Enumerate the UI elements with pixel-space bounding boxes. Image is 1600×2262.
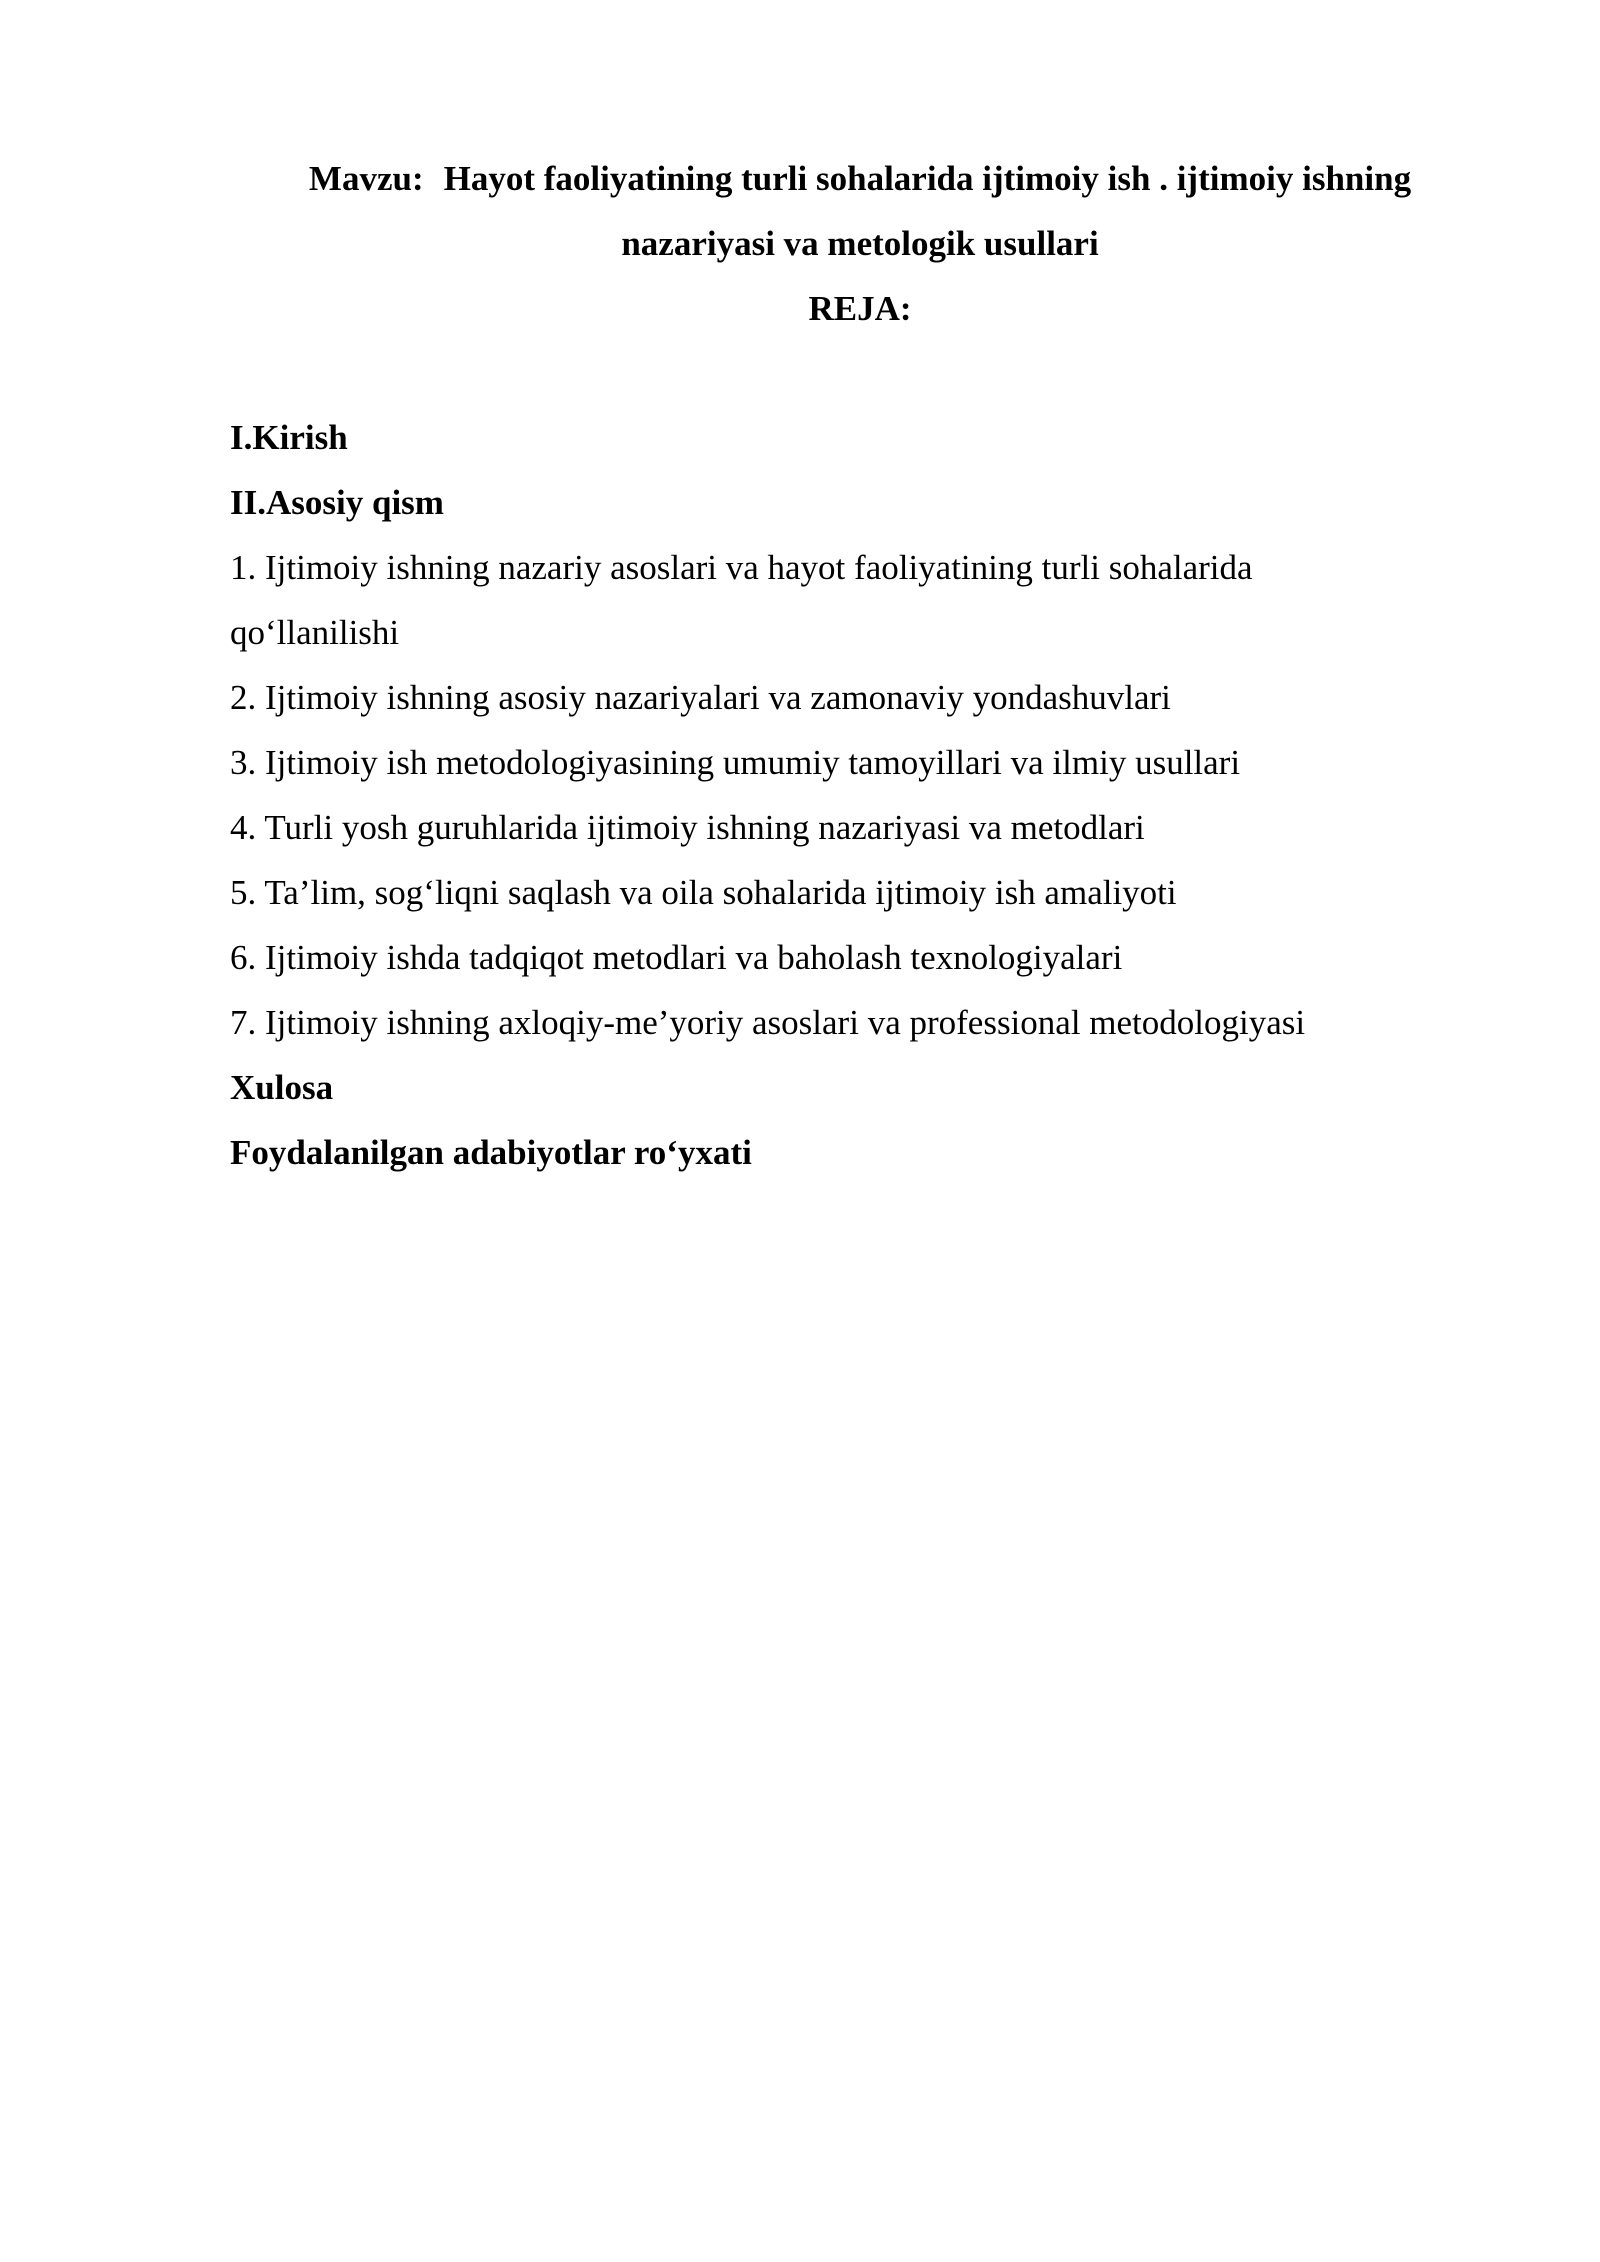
plan-item-3: 3. Ijtimoiy ish metodologiyasining umumiy tamoyillari va ilmiy usullari: [230, 743, 1241, 782]
plan-heading: REJA:: [808, 289, 912, 328]
document-title: [230, 146, 1490, 341]
plan-intro: I.Kirish: [230, 418, 348, 457]
title-text-1: Hayot faoliyatining turli sohalarida ijtimoiy ish . ijtimoiy ishning: [443, 159, 1412, 198]
plan-references: Foydalanilgan adabiyotlar ro‘yxati: [230, 1133, 752, 1172]
plan-conclusion: Xulosa: [230, 1068, 334, 1107]
plan-item-1: 1. Ijtimoiy ishning nazariy asoslari va hayot faoliyatining turli sohalarida: [230, 548, 1253, 587]
title-prefix: Mavzu:: [308, 159, 424, 198]
plan-item-5: 5. Ta’lim, sog‘liqni saqlash va oila sohalarida ijtimoiy ish amaliyoti: [230, 873, 1177, 912]
plan-item-1-continuation: qo‘llanilishi: [230, 613, 400, 652]
plan-item-4: 4. Turli yosh guruhlarida ijtimoiy ishning nazariyasi va metodlari: [230, 808, 1145, 847]
title-line-2: nazariyasi va metologik usullari: [621, 224, 1099, 263]
plan-main-part: II.Asosiy qism: [230, 483, 444, 522]
plan-item-7: 7. Ijtimoiy ishning axloqiy-me’yoriy asoslari va professional metodologiyasi: [230, 1003, 1306, 1042]
plan-item-6: 6. Ijtimoiy ishda tadqiqot metodlari va baholash texnologiyalari: [230, 938, 1123, 977]
plan-item-2: 2. Ijtimoiy ishning asosiy nazariyalari va zamonaviy yondashuvlari: [230, 678, 1171, 717]
title-line-1: [230, 146, 1490, 211]
plan-list: [230, 405, 1430, 1185]
